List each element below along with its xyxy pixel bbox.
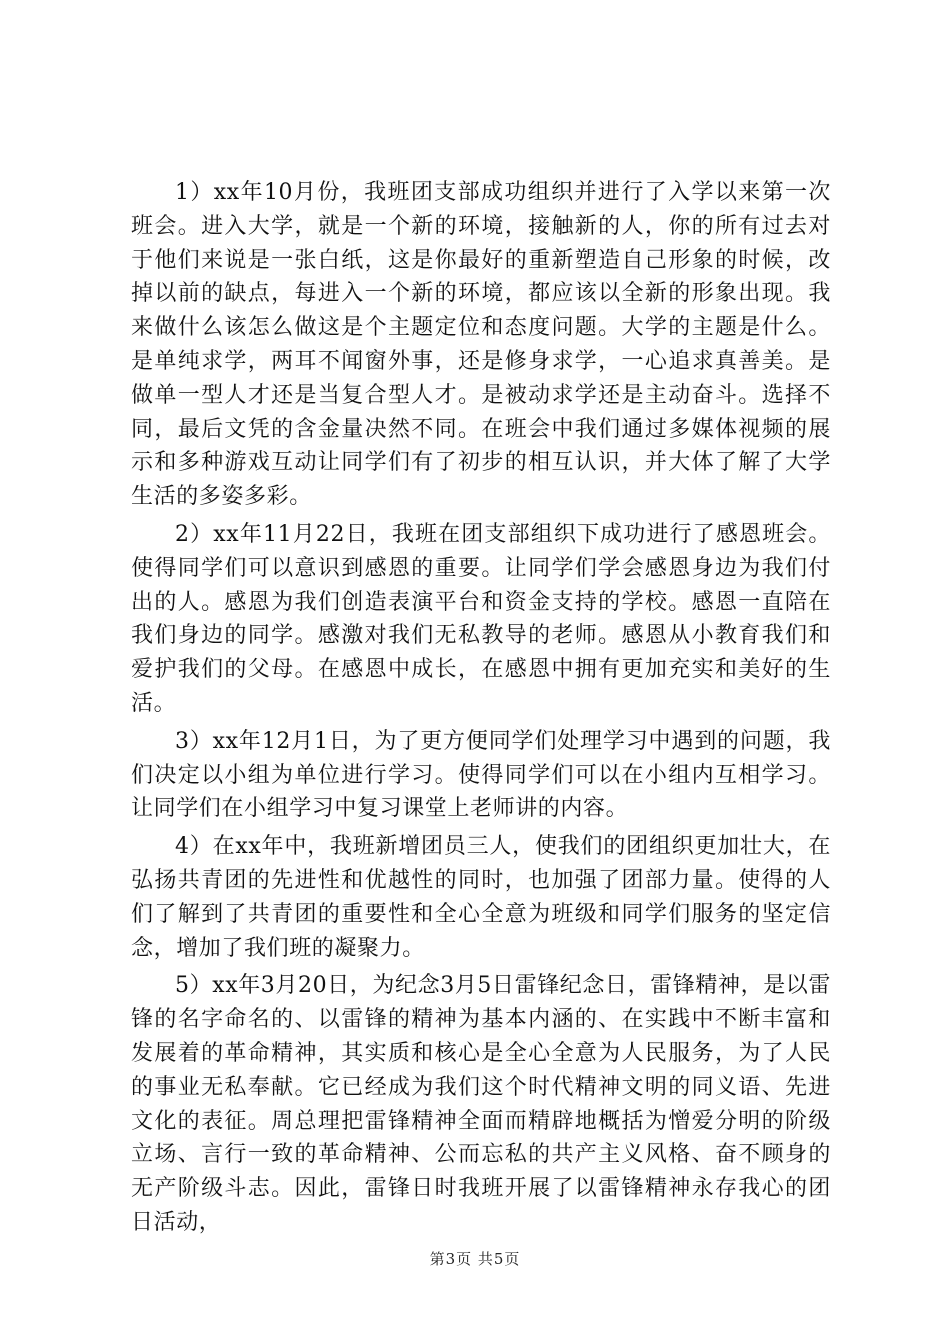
paragraph-5: 5）xx年3月20日，为纪念3月5日雷锋纪念日，雷锋精神，是以雷锋的名字命名的、以雷锋的精神为基本内涵的、在实践中不断丰富和发展着的革命精神，其实质和核心是全心全意为人民服务，为了人民的事业无私奉献。它已经成为我们这个时代精神文明的同义语、先进文化的表征。周总理把雷锋精神全面而精辟地概括为憎爱分明的阶级立场、言行一致的革命精神、公而忘私的共产主义风格、奋不顾身的无产阶级斗志。因此，雷锋日时我班开展了以雷锋精神永存我心的团日活动， — [131, 973, 831, 1235]
paragraph-3: 3）xx年12月1日，为了更方便同学们处理学习中遇到的问题，我们决定以小组为单位进行学习。使得同学们可以在小组内互相学习。让同学们在小组学习中复习课堂上老师讲的内容。 — [131, 728, 831, 822]
page-number-footer: 第3页 共5页 — [429, 1250, 521, 1268]
paragraph-2: 2）xx年11月22日，我班在团支部组织下成功进行了感恩班会。使得同学们可以意识到感恩的重要。让同学们学会感恩身边为我们付出的人。感恩为我们创造表演平台和资金支持的学校。感恩一直陪在我们身边的同学。感激对我们无私教导的老师。感恩从小教育我们和爱护我们的父母。在感恩中成长，在感恩中拥有更加充实和美好的生活。 — [131, 521, 831, 716]
paragraph-1: 1）xx年10月份，我班团支部成功组织并进行了入学以来第一次班会。进入大学，就是一个新的环境，接触新的人，你的所有过去对于他们来说是一张白纸，这是你最好的重新塑造自己形象的时候，改掉以前的缺点，每进入一个新的环境，都应该以全新的形象出现。我来做什么该怎么做这是个主题定位和态度问题。大学的主题是什么。是单纯求学，两耳不闻窗外事，还是修身求学，一心追求真善美。是做单一型人才还是当复合型人才。是被动求学还是主动奋斗。选择不同，最后文凭的含金量决然不同。在班会中我们通过多媒体视频的展示和多种游戏互动让同学们有了初步的相互认识，并大体了解了大学生活的多姿多彩。 — [131, 180, 831, 510]
document-body — [131, 176, 831, 1240]
paragraph-4: 4）在xx年中，我班新增团员三人，使我们的团组织更加壮大，在弘扬共青团的先进性和优越性的同时，也加强了团部力量。使得的人们了解到了共青团的重要性和全心全意为班级和同学们服务的坚定信念，增加了我们班的凝聚力。 — [131, 834, 831, 961]
